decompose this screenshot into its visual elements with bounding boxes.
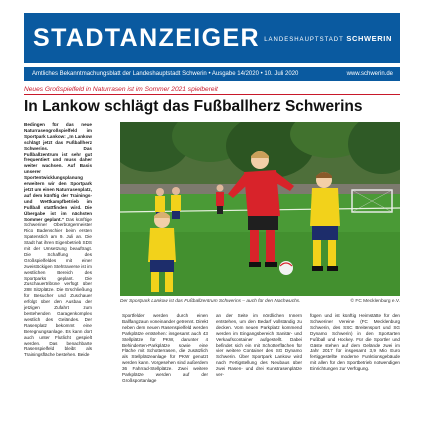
article-column-1 [24, 122, 92, 420]
article-column-3: an der Seite im nördlichen Innern entstehen, um den Bedarf vollständig zu decken. Vom neuen Parkplatz kommend werden im Eingangsbereich Sanitär- und Verkaufscontainer aufgestellt. Dabei befindet sich ein mit Schotterflächen für vier weitere Container des SG Dynamo Schwerin. Über Sportpark Lankow wird nach Fertigstellung des Neubaus über zwei Rasen- und drei Kunstrasenplätze ver- [216, 313, 302, 378]
photo-caption [120, 298, 400, 305]
masthead-subtitle [264, 35, 392, 44]
kicker-divider [24, 94, 400, 95]
masthead-subtitle-city: SCHWERIN [346, 34, 392, 43]
masthead-title: STADTANZEIGER [33, 24, 260, 52]
photo-credit: © FC Mecklenburg e.V. [350, 299, 400, 304]
masthead-subtitle-prefix: LANDESHAUPTSTADT [264, 37, 344, 43]
masthead [24, 13, 400, 63]
article-column-4: fügen und ist künftig Heimstätte für den Schweriner Vereine (FC Mecklenburg Schwerin, des SSC Breitensport und SG Dynamo Schwerin) in den Sportarten Fußball und Hockey. Für die Sportler und Gäste stehen auf dem Gelände zwei im Jahr 2017 für insgesamt 3,9 Mio Euro fertiggestellte moderne Funktionsgebäude mit allen für den Sportbetrieb notwendigen Einrichtungen zur Verfügung. [310, 313, 400, 372]
caption-text: Der Sportpark Lankow ist das Fußballzentrum Schwerins – auch für den Nachwuchs. [120, 299, 301, 304]
article-headline: In Lankow schlägt das Fußballherz Schwerins [24, 98, 363, 115]
info-strip [24, 67, 400, 81]
website-link[interactable]: www.schwerin.de [346, 71, 393, 77]
article-lead: Bedingen für das neue Naturrasengroßspielfeld im Sportpark Lankow: „In Lankow schlägt jetzt das Fußballherz Schwerins. Das Fußballzentrum ist sehr gut frequentiert und muss daher weiter wachsen. Auf Basis unserer Sportentwicklungsplanung erweitern wir den Sportpark jetzt um einen Naturrasenplatz, auf dem künftig der Trainings- und Wettkampfbetrieb im Fußball stattfinden wird. Die Übergabe ist im nächsten Sommer geplant.“ [24, 122, 92, 222]
issue-info: Amtliches Bekanntmachungsblatt der Landeshauptstadt Schwerin • Ausgabe 14/2020 • 10. Juli 2020 [32, 71, 299, 77]
article-kicker: Neues Großspielfeld in Naturrasen ist im Sommer 2021 spielbereit [24, 86, 218, 93]
article-col1-body: Das künftige Schweriner Oberbürgermeister Rico Badenschier beim ersten Spatenstich am 9. Juli an. Die Stadt hat ihren Eigenbetrieb SDS mit der Umsetzung beauftragt. Die Schaffung des Großspielfeldes mit einer zweistöckigen Stehtraverse ist im westlichen Bereich des Sportparks geplant. Die Zuschauertribüne verfügt über 288 Sitzplätze. Die Erschließung für Besucher und Zuschauer erfolgt über den Ausbau der jetzigen Zufahrt zum bestehenden Garagenkomplex westlich des Geländes. Der Rasenplatz bekommt eine Beregnungsanlage. Es kann dort auch unter Flutlicht gespielt werden. Das benachbarte Rasenspielfeld bleibt als Trainingsfläche bestehen. Beide [24, 216, 92, 358]
article-photo [120, 122, 400, 296]
article-column-2: Sportfelder werden durch einen Ballfangzaun voneinander getrennt. Direkt neben dem neuen Rasenspielfeld werden Parkplätze entstehen: insgesamt auch 43 Stellplätze für PKW, darunter 4 Behinderten-Parkplätze sowie eine Fläche mit Schotterrasen, die zusätzlich als Stellplätzeanlage für PKW genutzt werden kann. Vorgesehen sind außerdem 36 Fahrrad-Stellplätze. Zwei weitere Parkplätze werden auf der Großsportanlage [122, 313, 208, 383]
